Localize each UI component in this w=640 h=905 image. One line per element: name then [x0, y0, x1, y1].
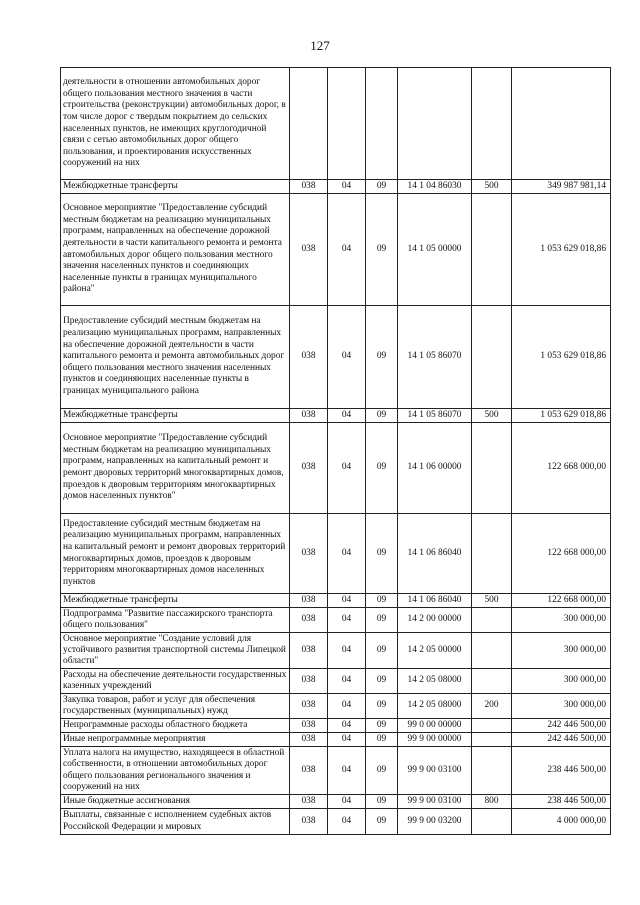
row-name: Подпрограмма "Развитие пассажирского транспорта общего пользования"	[61, 608, 290, 633]
row-target-article-code: 99 9 00 03100	[398, 795, 472, 809]
row-subsection-code: 09	[366, 633, 398, 669]
row-section-code: 04	[328, 669, 366, 694]
row-target-article-code: 14 1 06 00000	[398, 423, 472, 514]
row-section-code: 04	[328, 594, 366, 608]
row-subsection-code	[366, 68, 398, 180]
page-number: 127	[310, 38, 330, 53]
row-ved-code: 038	[290, 694, 328, 719]
row-target-article-code: 99 9 00 03100	[398, 747, 472, 795]
table-row	[61, 719, 611, 733]
row-section-code: 04	[328, 409, 366, 423]
row-expense-type-code	[472, 733, 512, 747]
row-ved-code: 038	[290, 669, 328, 694]
table-row	[61, 423, 611, 514]
row-expense-type-code	[472, 747, 512, 795]
row-ved-code	[290, 68, 328, 180]
row-name: деятельности в отношении автомобильных дорог общего пользования местного значения в части строительства (реконструкции) автомобильных дорог, в том числе дорог с твердым покрытием до сельских населенных пунктов, не имеющих круглогодичной связи с сетью автомобильных дорог общего пользования, и проектирования искусственных сооружений на них	[61, 68, 290, 180]
row-section-code: 04	[328, 747, 366, 795]
table-row	[61, 795, 611, 809]
row-name: Межбюджетные трансферты	[61, 180, 290, 194]
row-amount: 4 000 000,00	[512, 809, 611, 835]
row-ved-code: 038	[290, 306, 328, 409]
row-ved-code: 038	[290, 795, 328, 809]
row-ved-code: 038	[290, 809, 328, 835]
row-subsection-code: 09	[366, 608, 398, 633]
row-name: Иные непрограммные мероприятия	[61, 733, 290, 747]
table-row	[61, 594, 611, 608]
table-row	[61, 180, 611, 194]
row-expense-type-code: 500	[472, 594, 512, 608]
row-name: Основное мероприятие "Предоставление субсидий местным бюджетам на реализацию муниципальных программ, направленных на обеспечение дорожной деятельности в части капитального ремонта и ремонта автомобильных дорог общего пользования местного значения населенных пунктов и соединяющих населенные пункты в границах муниципального района"	[61, 194, 290, 306]
row-target-article-code: 14 1 06 86040	[398, 594, 472, 608]
row-target-article-code: 99 9 00 00000	[398, 733, 472, 747]
table-row	[61, 514, 611, 594]
row-subsection-code: 09	[366, 694, 398, 719]
row-section-code: 04	[328, 608, 366, 633]
row-subsection-code: 09	[366, 409, 398, 423]
row-name: Межбюджетные трансферты	[61, 409, 290, 423]
row-target-article-code: 14 2 05 00000	[398, 633, 472, 669]
table-row	[61, 194, 611, 306]
row-amount: 122 668 000,00	[512, 423, 611, 514]
row-section-code: 04	[328, 795, 366, 809]
row-target-article-code: 14 1 05 86070	[398, 409, 472, 423]
table-row	[61, 68, 611, 180]
row-expense-type-code	[472, 633, 512, 669]
table-row	[61, 747, 611, 795]
row-name: Межбюджетные трансферты	[61, 594, 290, 608]
row-section-code: 04	[328, 719, 366, 733]
row-name: Уплата налога на имущество, находящееся в областной собственности, в отношении автомобильных дорог общего пользования регионального значения и сооружений на них	[61, 747, 290, 795]
row-subsection-code: 09	[366, 194, 398, 306]
row-ved-code: 038	[290, 409, 328, 423]
table-body	[61, 68, 611, 835]
row-amount: 349 987 981,14	[512, 180, 611, 194]
table-row	[61, 733, 611, 747]
row-target-article-code: 99 0 00 00000	[398, 719, 472, 733]
row-amount: 122 668 000,00	[512, 594, 611, 608]
row-ved-code: 038	[290, 733, 328, 747]
row-section-code: 04	[328, 514, 366, 594]
row-amount: 238 446 500,00	[512, 747, 611, 795]
row-subsection-code: 09	[366, 809, 398, 835]
row-amount: 242 446 500,00	[512, 733, 611, 747]
row-expense-type-code	[472, 423, 512, 514]
row-name: Основное мероприятие "Предоставление субсидий местным бюджетам на реализацию муниципальных программ, направленных на капитальный ремонт и ремонт дворовых территорий многоквартирных домов, проездов к дворовым территориям многоквартирных домов населенных пунктов"	[61, 423, 290, 514]
row-amount: 1 053 629 018,86	[512, 409, 611, 423]
row-target-article-code	[398, 68, 472, 180]
table-row	[61, 409, 611, 423]
row-amount: 300 000,00	[512, 669, 611, 694]
table-row	[61, 669, 611, 694]
budget-table	[60, 67, 611, 835]
row-ved-code: 038	[290, 633, 328, 669]
row-subsection-code: 09	[366, 733, 398, 747]
row-name: Расходы на обеспечение деятельности государственных казенных учреждений	[61, 669, 290, 694]
row-expense-type-code: 500	[472, 180, 512, 194]
row-expense-type-code: 500	[472, 409, 512, 423]
row-expense-type-code	[472, 68, 512, 180]
row-ved-code: 038	[290, 514, 328, 594]
row-target-article-code: 14 1 05 86070	[398, 306, 472, 409]
row-name: Предоставление субсидий местным бюджетам на реализацию муниципальных программ, направленных на обеспечение дорожной деятельности в части капитального ремонта и ремонта автомобильных дорог общего пользования местного значения населенных пунктов и соединяющих населенные пункты в границах муниципального района	[61, 306, 290, 409]
row-ved-code: 038	[290, 747, 328, 795]
row-ved-code: 038	[290, 423, 328, 514]
row-section-code: 04	[328, 194, 366, 306]
row-amount: 300 000,00	[512, 608, 611, 633]
row-subsection-code: 09	[366, 594, 398, 608]
row-ved-code: 038	[290, 180, 328, 194]
row-target-article-code: 14 1 05 00000	[398, 194, 472, 306]
row-subsection-code: 09	[366, 514, 398, 594]
row-subsection-code: 09	[366, 180, 398, 194]
row-expense-type-code	[472, 608, 512, 633]
row-name: Непрограммные расходы областного бюджета	[61, 719, 290, 733]
row-subsection-code: 09	[366, 306, 398, 409]
row-ved-code: 038	[290, 194, 328, 306]
row-target-article-code: 14 1 04 86030	[398, 180, 472, 194]
row-expense-type-code	[472, 194, 512, 306]
row-amount: 300 000,00	[512, 633, 611, 669]
row-expense-type-code	[472, 719, 512, 733]
row-amount: 300 000,00	[512, 694, 611, 719]
table-row	[61, 633, 611, 669]
table-row	[61, 694, 611, 719]
row-amount: 1 053 629 018,86	[512, 306, 611, 409]
row-target-article-code: 14 2 00 00000	[398, 608, 472, 633]
row-section-code	[328, 68, 366, 180]
row-target-article-code: 14 1 06 86040	[398, 514, 472, 594]
row-target-article-code: 99 9 00 03200	[398, 809, 472, 835]
row-expense-type-code	[472, 306, 512, 409]
row-section-code: 04	[328, 809, 366, 835]
row-expense-type-code	[472, 669, 512, 694]
row-amount: 242 446 500,00	[512, 719, 611, 733]
row-section-code: 04	[328, 633, 366, 669]
row-amount: 238 446 500,00	[512, 795, 611, 809]
row-ved-code: 038	[290, 719, 328, 733]
row-ved-code: 038	[290, 594, 328, 608]
row-ved-code: 038	[290, 608, 328, 633]
row-name: Основное мероприятие "Создание условий для устойчивого развития транспортной системы Липецкой области"	[61, 633, 290, 669]
row-name: Иные бюджетные ассигнования	[61, 795, 290, 809]
table-row	[61, 306, 611, 409]
row-subsection-code: 09	[366, 669, 398, 694]
row-subsection-code: 09	[366, 719, 398, 733]
row-section-code: 04	[328, 423, 366, 514]
row-section-code: 04	[328, 306, 366, 409]
table-row	[61, 809, 611, 835]
row-expense-type-code	[472, 809, 512, 835]
row-name: Выплаты, связанные с исполнением судебных актов Российской Федерации и мировых	[61, 809, 290, 835]
row-expense-type-code: 200	[472, 694, 512, 719]
row-expense-type-code: 800	[472, 795, 512, 809]
row-name: Закупка товаров, работ и услуг для обеспечения государственных (муниципальных) нужд	[61, 694, 290, 719]
row-subsection-code: 09	[366, 795, 398, 809]
table-row	[61, 608, 611, 633]
row-expense-type-code	[472, 514, 512, 594]
row-target-article-code: 14 2 05 08000	[398, 669, 472, 694]
row-section-code: 04	[328, 733, 366, 747]
row-section-code: 04	[328, 180, 366, 194]
row-target-article-code: 14 2 05 08000	[398, 694, 472, 719]
row-amount: 122 668 000,00	[512, 514, 611, 594]
row-amount: 1 053 629 018,86	[512, 194, 611, 306]
row-section-code: 04	[328, 694, 366, 719]
row-name: Предоставление субсидий местным бюджетам на реализацию муниципальных программ, направленных на капитальный ремонт и ремонт дворовых территорий многоквартирных домов, проездов к дворовым территориям многоквартирных домов населенных пунктов	[61, 514, 290, 594]
row-subsection-code: 09	[366, 747, 398, 795]
row-subsection-code: 09	[366, 423, 398, 514]
row-amount	[512, 68, 611, 180]
